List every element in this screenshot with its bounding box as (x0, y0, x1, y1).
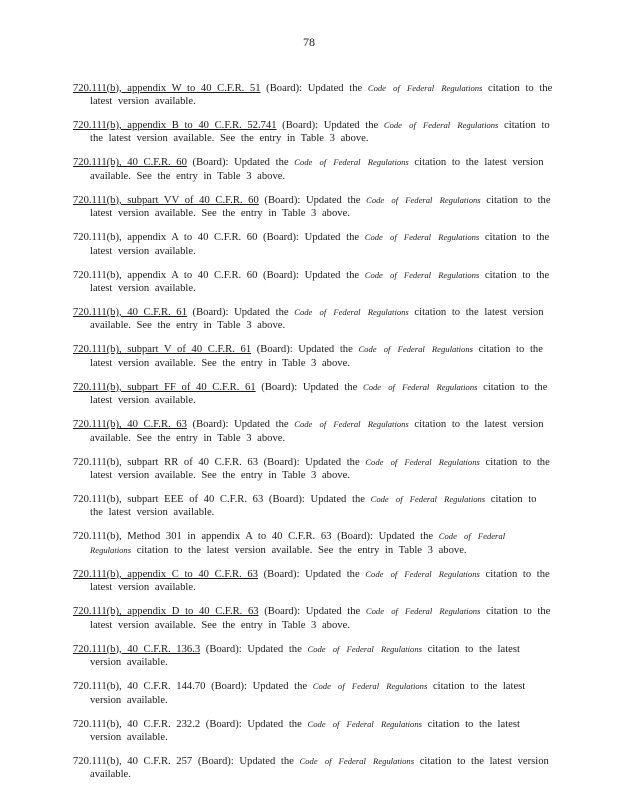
citation: 720.111(b), Method 301 in appendix A to 40 C.F.R. 63 (73, 531, 332, 543)
citation: 720.111(b), 40 C.F.R. 61 (73, 307, 187, 319)
entry-text-lead: (Board): Updated the (192, 755, 300, 767)
code-of-federal-regulations: Code of Federal Regulations (294, 157, 409, 168)
entry-text-tail: citation to the latest version available. (90, 82, 553, 107)
entry-text-tail: citation to the latest version available. See the entry in Table 3 above. (90, 606, 551, 631)
code-of-federal-regulations: Code of Federal Regulations (307, 718, 422, 729)
amendment-entry (73, 718, 553, 745)
entry-text-lead: (Board): Updated the (200, 643, 308, 655)
code-of-federal-regulations: Code of Federal Regulations (364, 232, 480, 243)
citation: 720.111(b), subpart RR of 40 C.F.R. 63 (73, 456, 258, 468)
citation: 720.111(b), 40 C.F.R. 232.2 (73, 718, 201, 730)
entry-text-tail: citation to the latest version available. (90, 494, 537, 519)
entry-text-lead: (Board): Updated the (257, 269, 365, 281)
citation: 720.111(b), appendix B to 40 C.F.R. 52.741 (73, 120, 277, 131)
entry-text-tail: citation to the latest version available. See the entry in Table 3 above. (90, 344, 543, 369)
code-of-federal-regulations: Code of Federal Regulations (90, 531, 506, 555)
entry-text-tail: citation to the latest version available. See the entry in Table 3 above. (90, 194, 551, 220)
entry-text-lead: (Board): Updated the (258, 606, 366, 618)
code-of-federal-regulations: Code of Federal Regulations (365, 456, 480, 467)
entry-text-tail: citation to the latest version available. (90, 643, 520, 669)
entry-text-lead: (Board): Updated the (260, 82, 368, 94)
amendment-entry (73, 643, 553, 670)
citation: 720.111(b), appendix D to 40 C.F.R. 63 (73, 606, 259, 618)
amendment-entry (73, 568, 553, 595)
entry-text-tail: citation to the latest version available. See the entry in Table 3 above. (90, 120, 550, 145)
amendment-entry (73, 605, 553, 632)
entry-text-tail: citation to the latest version available. See the entry in Table 3 above. (90, 307, 544, 332)
amendment-entry (73, 82, 553, 109)
citation: 720.111(b), appendix W to 40 C.F.R. 51 (73, 82, 261, 94)
citation: 720.111(b), subpart V of 40 C.F.R. 61 (73, 344, 252, 356)
entry-text-tail: citation to the latest version available. (90, 232, 550, 257)
entry-text-lead: (Board): Updated the (186, 419, 295, 431)
entry-text-tail: citation to the latest version available. See the entry in Table 3 above. (90, 157, 544, 182)
code-of-federal-regulations: Code of Federal Regulations (365, 568, 480, 579)
amendment-list (73, 71, 553, 788)
code-of-federal-regulations: Code of Federal Regulations (367, 82, 483, 93)
code-of-federal-regulations: Code of Federal Regulations (294, 307, 409, 318)
amendment-entry (73, 156, 553, 183)
citation: 720.111(b), appendix A to 40 C.F.R. 60 (73, 232, 258, 244)
code-of-federal-regulations: Code of Federal Regulations (299, 755, 415, 766)
amendment-entry (73, 530, 553, 557)
entry-text-lead: (Board): Updated the (263, 494, 371, 506)
amendment-entry (73, 343, 553, 370)
amendment-entry (73, 680, 553, 707)
entry-text-lead: (Board): Updated the (186, 157, 295, 169)
code-of-federal-regulations: Code of Federal Regulations (294, 419, 409, 430)
amendment-entry (73, 493, 553, 520)
entry-text-lead: (Board): Updated the (258, 194, 367, 206)
code-of-federal-regulations: Code of Federal Regulations (312, 681, 428, 692)
code-of-federal-regulations: Code of Federal Regulations (365, 606, 481, 617)
entry-text-lead: (Board): Updated the (257, 568, 366, 580)
code-of-federal-regulations: Code of Federal Regulations (362, 381, 478, 392)
citation: 720.111(b), 40 C.F.R. 63 (73, 419, 187, 431)
entry-text-tail: citation to the latest version available. (90, 755, 549, 781)
entry-text-tail: citation to the latest version available. (90, 269, 550, 295)
code-of-federal-regulations: Code of Federal Regulations (364, 269, 480, 280)
entry-text-tail: citation to the latest version available. (90, 718, 520, 743)
amendment-entry (73, 306, 553, 333)
entry-text-lead: (Board): Updated the (331, 531, 439, 543)
citation: 720.111(b), 40 C.F.R. 257 (73, 755, 193, 767)
amendment-entry (73, 456, 553, 483)
amendment-entry (73, 194, 553, 221)
citation: 720.111(b), subpart VV of 40 C.F.R. 60 (73, 194, 259, 206)
citation: 720.111(b), 40 C.F.R. 136.3 (73, 643, 201, 655)
entry-text-lead: (Board): Updated the (257, 232, 365, 244)
code-of-federal-regulations: Code of Federal Regulations (366, 194, 481, 205)
code-of-federal-regulations: Code of Federal Regulations (383, 120, 499, 130)
amendment-entry (73, 381, 553, 408)
entry-text-lead: (Board): Updated the (255, 381, 363, 393)
code-of-federal-regulations: Code of Federal Regulations (307, 643, 422, 654)
amendment-entry (73, 755, 553, 782)
amendment-entry (73, 231, 553, 258)
entry-text-tail: citation to the latest version available. See the entry in Table 3 above. (90, 419, 544, 444)
page-number: 78 (303, 35, 315, 49)
amendment-entry (73, 119, 553, 146)
entry-text-tail: citation to the latest version available. (90, 681, 526, 706)
citation: 720.111(b), 40 C.F.R. 144.70 (73, 681, 206, 693)
code-of-federal-regulations: Code of Federal Regulations (370, 494, 486, 505)
entry-text-lead: (Board): Updated the (205, 681, 313, 693)
entry-text-lead: (Board): Updated the (186, 307, 295, 319)
code-of-federal-regulations: Code of Federal Regulations (358, 344, 473, 355)
citation: 720.111(b), appendix A to 40 C.F.R. 60 (73, 269, 258, 281)
entry-text-lead: (Board): Updated the (200, 718, 308, 730)
citation: 720.111(b), subpart EEE of 40 C.F.R. 63 (73, 494, 264, 506)
entry-text-lead: (Board): Updated the (276, 120, 384, 131)
citation: 720.111(b), appendix C to 40 C.F.R. 63 (73, 568, 258, 580)
entry-text-lead: (Board): Updated the (251, 344, 359, 356)
entry-text-lead: (Board): Updated the (258, 456, 366, 468)
entry-text-tail: citation to the latest version available. (90, 568, 550, 594)
amendment-entry (73, 418, 553, 445)
citation: 720.111(b), 40 C.F.R. 60 (73, 157, 187, 169)
entry-text-tail: citation to the latest version available. See the entry in Table 3 above. (136, 544, 467, 556)
entry-text-tail: citation to the latest version available. (90, 381, 548, 407)
amendment-entry (73, 269, 553, 296)
entry-text-tail: citation to the latest version available. See the entry in Table 3 above. (90, 456, 550, 482)
citation: 720.111(b), subpart FF of 40 C.F.R. 61 (73, 381, 256, 393)
